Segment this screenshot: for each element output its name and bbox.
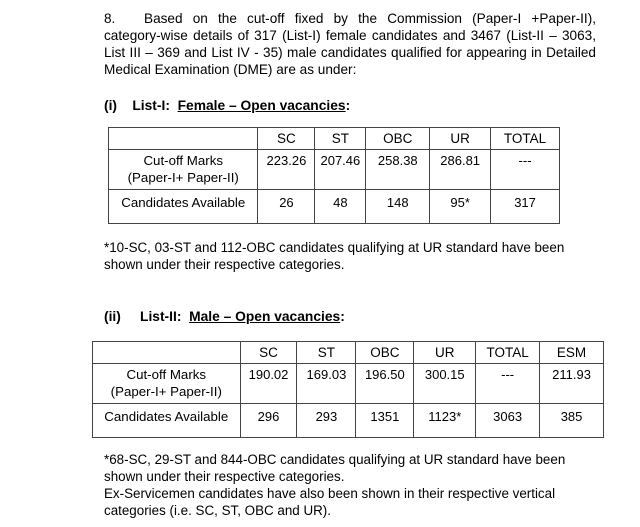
section1-title: Female – Open vacancies [177, 98, 346, 113]
section2-table [92, 341, 604, 438]
section2-list: List-II: [140, 309, 182, 324]
cell: --- [491, 150, 560, 190]
cell: 169.03 [297, 364, 356, 404]
paragraph-number: 8. [104, 11, 116, 26]
cell: 293 [297, 404, 356, 438]
row-label-candidates: Candidates Available [93, 404, 241, 438]
cell: 1351 [356, 404, 414, 438]
cell: 258.38 [366, 150, 430, 190]
cell: 26 [258, 190, 315, 224]
intro-text: Based on the cut-off fixed by the Commission (Paper-I +Paper-II), category-wise details of 317 (List-I) female candidates and 3467 (List-II – 3063, List III – 369 and List IV - 35) male candidates qualified for appearing in Detailed Medical Examination (DME) are as under: [104, 11, 596, 77]
header-st: ST [315, 128, 366, 150]
header-obc: OBC [356, 342, 414, 364]
table-row [109, 150, 560, 190]
cell: 296 [240, 404, 297, 438]
header-total: TOTAL [476, 342, 540, 364]
header-ur: UR [414, 342, 476, 364]
section2-note-2: Ex-Servicemen candidates have also been shown in their respective vertical categories (i.e. SC, ST, OBC and UR). [104, 486, 556, 518]
cell: 300.15 [414, 364, 476, 404]
cell: 1123* [414, 404, 476, 438]
row-label-cutoff: Cut-off Marks (Paper-I+ Paper-II) [93, 364, 241, 404]
section1-list: List-I: [132, 98, 170, 113]
section1-note: *10-SC, 03-ST and 112-OBC candidates qualifying at UR standard have been shown under their respective categories. [104, 240, 565, 272]
cell: 3063 [476, 404, 540, 438]
header-ur: UR [430, 128, 491, 150]
section2-note-1: *68-SC, 29-ST and 844-OBC candidates qualifying at UR standard have been shown under their respective categories. [104, 452, 566, 484]
header-sc: SC [258, 128, 315, 150]
section1-numeral: (i) [104, 98, 118, 113]
section1-heading: (i) List-I: Female – Open vacancies: [104, 98, 351, 113]
intro-paragraph [104, 10, 596, 78]
header-total: TOTAL [491, 128, 560, 150]
section2-title: Male – Open vacancies [189, 309, 341, 324]
cell: 286.81 [430, 150, 491, 190]
cell: 148 [366, 190, 430, 224]
cell: --- [476, 364, 540, 404]
cell: 190.02 [240, 364, 297, 404]
table-header-row [93, 342, 604, 364]
table-row [93, 404, 604, 438]
header-st: ST [297, 342, 356, 364]
cell: 211.93 [540, 364, 604, 404]
row-label-candidates: Candidates Available [109, 190, 258, 224]
cell: 95* [430, 190, 491, 224]
table-row [93, 364, 604, 404]
header-obc: OBC [366, 128, 430, 150]
cell: 317 [491, 190, 560, 224]
cell: 385 [540, 404, 604, 438]
row-label-cutoff: Cut-off Marks (Paper-I+ Paper-II) [109, 150, 258, 190]
section2-numeral: (ii) [104, 309, 121, 324]
table-header-row [109, 128, 560, 150]
header-esm: ESM [540, 342, 604, 364]
cell: 223.26 [258, 150, 315, 190]
table-row [109, 190, 560, 224]
cell: 48 [315, 190, 366, 224]
cell: 196.50 [356, 364, 414, 404]
section1-table [108, 127, 560, 224]
cell: 207.46 [315, 150, 366, 190]
header-sc: SC [240, 342, 297, 364]
section2-heading: (ii) List-II: Male – Open vacancies: [104, 309, 345, 324]
section2-note [104, 451, 600, 519]
